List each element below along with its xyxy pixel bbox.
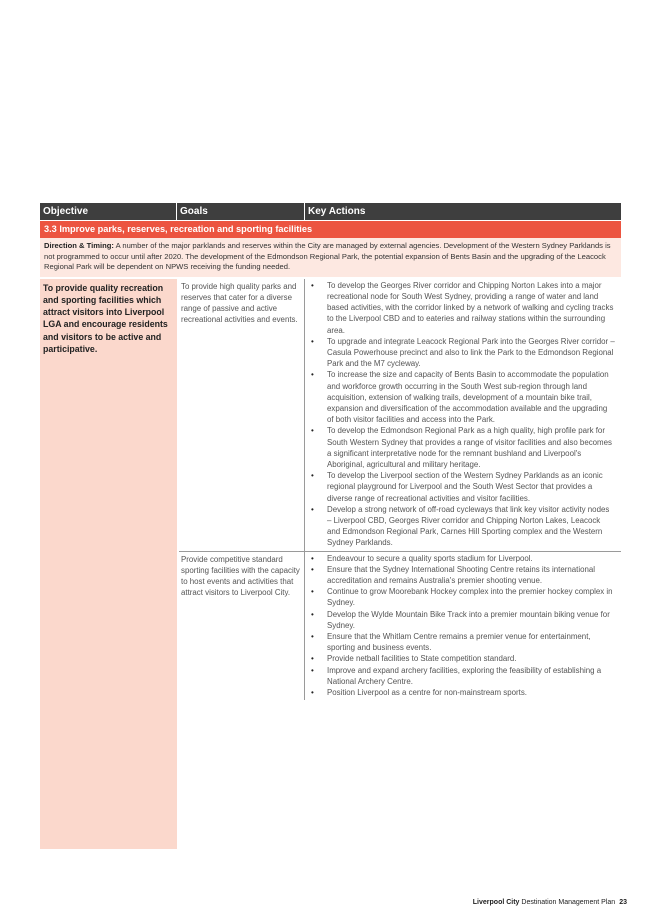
table-row (177, 552, 621, 701)
header-objective: Objective (40, 203, 177, 220)
list-item: • To develop the Edmondson Regional Park as a high quality, high profile park for South Western Sydney that provides a range of visitor facilities and also becomes a significant interpretative node for the remnant bushland and Liverpool's Aboriginal, agricultural and military heritage. (305, 425, 615, 470)
header-key-actions: Key Actions (308, 206, 366, 217)
direction-timing (40, 238, 621, 277)
direction-label: Direction & Timing: (44, 241, 114, 250)
table-header (40, 203, 621, 220)
list-item: • Provide netball facilities to State competition standard. (305, 653, 615, 664)
list-item: • To develop the Liverpool section of the Western Sydney Parklands as an iconic regional playground for Liverpool and the South West Sector that provides a diverse range of recreational activities and visitor facilities. (305, 470, 615, 504)
actions-list (305, 552, 621, 701)
page-number: 23 (619, 899, 627, 906)
footer-brand: Liverpool City (472, 899, 520, 906)
page-footer (473, 899, 627, 906)
table-body (40, 279, 621, 849)
list-item: • To upgrade and integrate Leacock Regional Park into the Georges River corridor – Casula Powerhouse precinct and also to link the Park to the Edmondson Regional Park and the M7 cycleway. (305, 336, 615, 370)
list-item: • Develop the Wylde Mountain Bike Track into a premier mountain biking venue for Sydney. (305, 609, 615, 631)
list-item: • Ensure that the Whitlam Centre remains a premier venue for entertainment, sporting and business events. (305, 631, 615, 653)
list-item: • Improve and expand archery facilities, exploring the feasibility of establishing a National Archery Centre. (305, 665, 615, 687)
goal-cell: To provide high quality parks and reserves that cater for a diverse range of passive and active recreational activities and events. (177, 279, 305, 551)
list-item: • To develop the Georges River corridor and Chipping Norton Lakes into a major recreational node for South West Sydney, providing a range of water and land based activities, with the corridor linked by a network of walking and cycling tracks to the Liverpool CBD and to eateries and railway stations within the surrounding area. (305, 280, 615, 336)
list-item: • Endeavour to secure a quality sports stadium for Liverpool. (305, 553, 615, 564)
goal-cell: Provide competitive standard sporting facilities with the capacity to host events and activities that attract visitors to Liverpool City. (177, 552, 305, 701)
section-title: 3.3 Improve parks, reserves, recreation and sporting facilities (40, 221, 621, 238)
table-row (177, 279, 621, 551)
key-actions-table (40, 203, 621, 849)
direction-text: A number of the major parklands and reserves within the City are managed by external agencies. Development of the Western Sydney Parklands is not programmed to occur until after 2020. The development of the Edmondson Regional Park, the potential expansion of Bents Basin and the upgrading of the Leacock Regional Park will be dependent on NPWS receiving the funding needed. (44, 241, 611, 272)
list-item: • Ensure that the Sydney International Shooting Centre retains its international accreditation and remains Australia's premier shooting venue. (305, 564, 615, 586)
list-item: • Position Liverpool as a centre for non-mainstream sports. (305, 687, 615, 698)
list-item: • To increase the size and capacity of Bents Basin to accommodate the population and workforce growth occurring in the South West sub-region through land acquisition, extension of walking trails, development of a mountain bike trail, expansion and diversification of the accommodation available and the upgrading of both visitor facilities and access into the Park. (305, 369, 615, 425)
objective-cell: To provide quality recreation and sporting facilities which attract visitors into Liverpool LGA and encourage residents and visitors to be active and participative. (40, 279, 177, 849)
footer-doc-title: Destination Management Plan (519, 899, 616, 906)
actions-list (305, 279, 621, 551)
header-goals: Goals (177, 203, 305, 220)
list-item: • Continue to grow Moorebank Hockey complex into the premier hockey complex in Sydney. (305, 586, 615, 608)
list-item: • Develop a strong network of off-road cycleways that link key visitor activity nodes – Liverpool CBD, Georges River corridor and Chipping Norton Lakes, Leacock and Edmondson Regional Park, Carnes Hill Sporting complex and the Western Sydney Parklands. (305, 504, 615, 549)
